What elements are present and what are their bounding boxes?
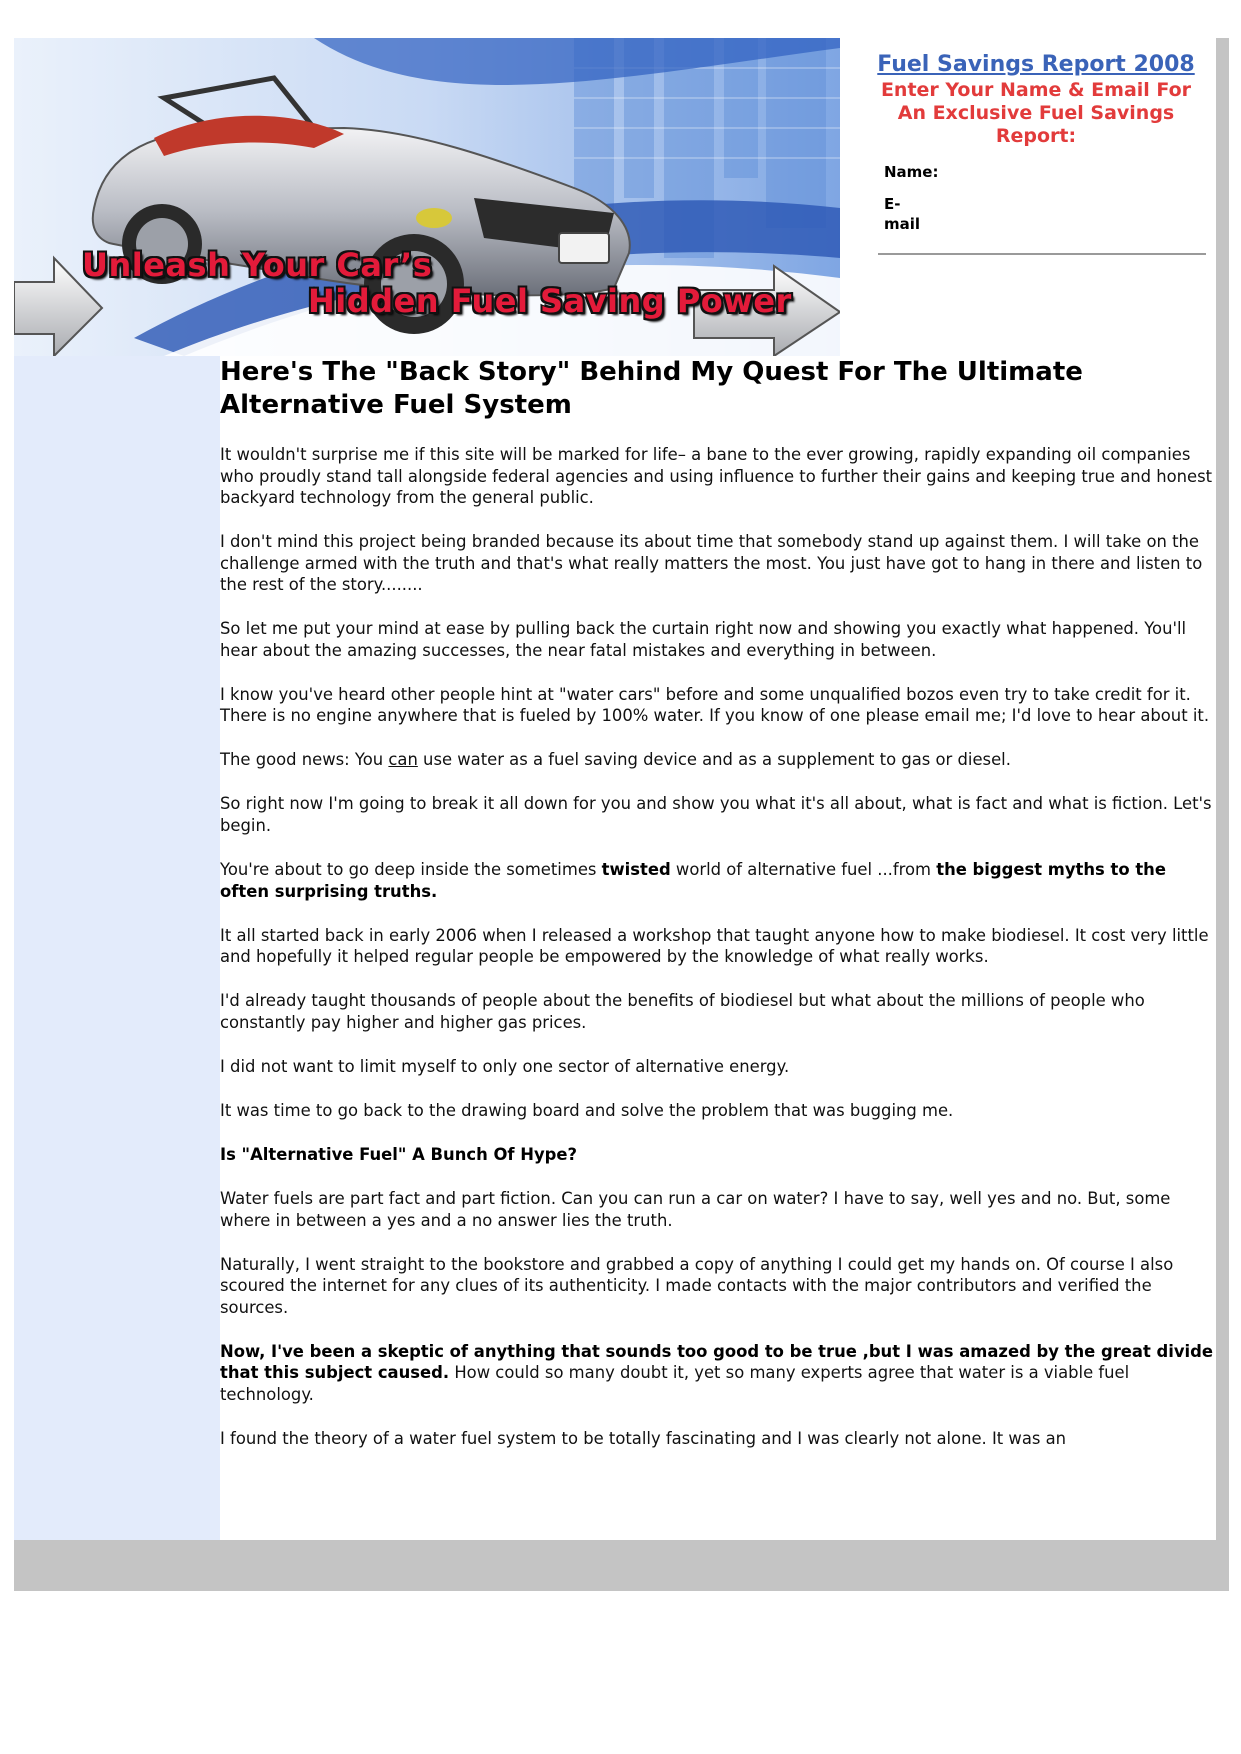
header-banner <box>14 38 840 356</box>
paragraph: I know you've heard other people hint at "water cars" before and some unqualified bozos even try to take credit for it. There is no engine anywhere that is fueled by 100% water. If you know of one please email me; I'd love to hear about it. <box>220 684 1210 726</box>
page-shadow <box>14 38 1229 1591</box>
paragraph: Naturally, I went straight to the bookstore and grabbed a copy of anything I could get my hands on. Of course I also scoured the internet for any clues of its authenticity. I made contacts with the major contributors and verified the sources. <box>220 1254 1174 1317</box>
text-span: use water as a fuel saving device and as a supplement to gas or diesel. <box>417 750 1011 770</box>
section-subheading <box>220 1144 1218 1166</box>
left-sidebar <box>14 356 220 1540</box>
report-title-link[interactable]: Fuel Savings Report 2008 <box>877 52 1195 77</box>
underlined-can: can <box>388 750 418 770</box>
article-body <box>220 356 1218 1472</box>
paragraph: I don't mind this project being branded because its about time that somebody stand up against them. I will take on the challenge armed with the truth and that's what really matters the most. You just have got to hang in there and listen to the rest of the story........ <box>220 532 1203 595</box>
name-input[interactable] <box>934 162 1198 184</box>
paragraph <box>220 859 1218 902</box>
email-label: E-mail <box>884 195 921 233</box>
text-span: The good news: You <box>220 750 389 770</box>
signup-form <box>866 162 1206 234</box>
signup-divider <box>878 253 1206 255</box>
paragraph: I found the theory of a water fuel system to be totally fascinating and I was clearly not alone. It was an <box>220 1428 1067 1448</box>
name-label: Name: <box>884 163 939 181</box>
bold-myths: the biggest myths to the often surprising truths. <box>220 860 1166 901</box>
email-row <box>884 194 1206 234</box>
paragraph <box>220 1341 1218 1406</box>
signup-subtitle: Enter Your Name & Email For An Exclusive Fuel Savings Report: <box>880 79 1192 147</box>
email-input[interactable] <box>934 194 1198 216</box>
paragraph: I'd already taught thousands of people about the benefits of biodiesel but what about the millions of people who constantly pay higher and higher gas prices. <box>220 991 1145 1032</box>
subheading-text: Is "Alternative Fuel" A Bunch Of Hype? <box>220 1145 577 1165</box>
text-span: You're about to go deep inside the sometimes <box>220 860 602 880</box>
paragraph: I did not want to limit myself to only one sector of alternative energy. <box>220 1056 790 1076</box>
page-sheet <box>14 38 1216 1540</box>
signup-box <box>866 52 1206 244</box>
paragraph: It all started back in early 2006 when I released a workshop that taught anyone how to make biodiesel. It cost very little and hopefully it helped regular people be empowered by the knowledge of what really works. <box>220 925 1209 967</box>
banner-headline-line1: Unleash Your Car’s <box>82 246 433 284</box>
banner-headline-line2: Hidden Fuel Saving Power <box>308 282 792 320</box>
paragraph: It was time to go back to the drawing board and solve the problem that was bugging me. <box>220 1100 954 1120</box>
bold-skeptic: Now, I've been a skeptic of anything that sounds too good to be true ,but I was amazed by the great divide that this subject caused. <box>220 1341 1214 1383</box>
paragraph: Water fuels are part fact and part fiction. Can you can run a car on water? I have to say, well yes and no. But, some where in between a yes and a no answer lies the truth. <box>220 1189 1171 1230</box>
paragraph: So right now I'm going to break it all down for you and show you what it's all about, what is fact and what is fiction. Let's begin. <box>220 794 1212 835</box>
paragraph: It wouldn't surprise me if this site will be marked for life– a bane to the ever growing, rapidly expanding oil companies who proudly stand tall alongside federal agencies and using influence to further their gains and keeping true and honest backyard technology from the general public. <box>220 445 1213 507</box>
paragraph: So let me put your mind at ease by pulling back the curtain right now and showing you exactly what happened. You'll hear about the amazing successes, the near fatal mistakes and everything in between. <box>220 619 1187 660</box>
bold-twisted: twisted <box>601 860 671 880</box>
article-heading: Here's The "Back Story" Behind My Quest For The Ultimate Alternative Fuel System <box>220 357 1083 420</box>
text-span: world of alternative fuel ...from <box>670 860 937 880</box>
text-span: How could so many doubt it, yet so many experts agree that water is a viable fuel technology. <box>220 1363 1130 1404</box>
name-row <box>884 162 1206 184</box>
paragraph <box>220 749 1218 771</box>
